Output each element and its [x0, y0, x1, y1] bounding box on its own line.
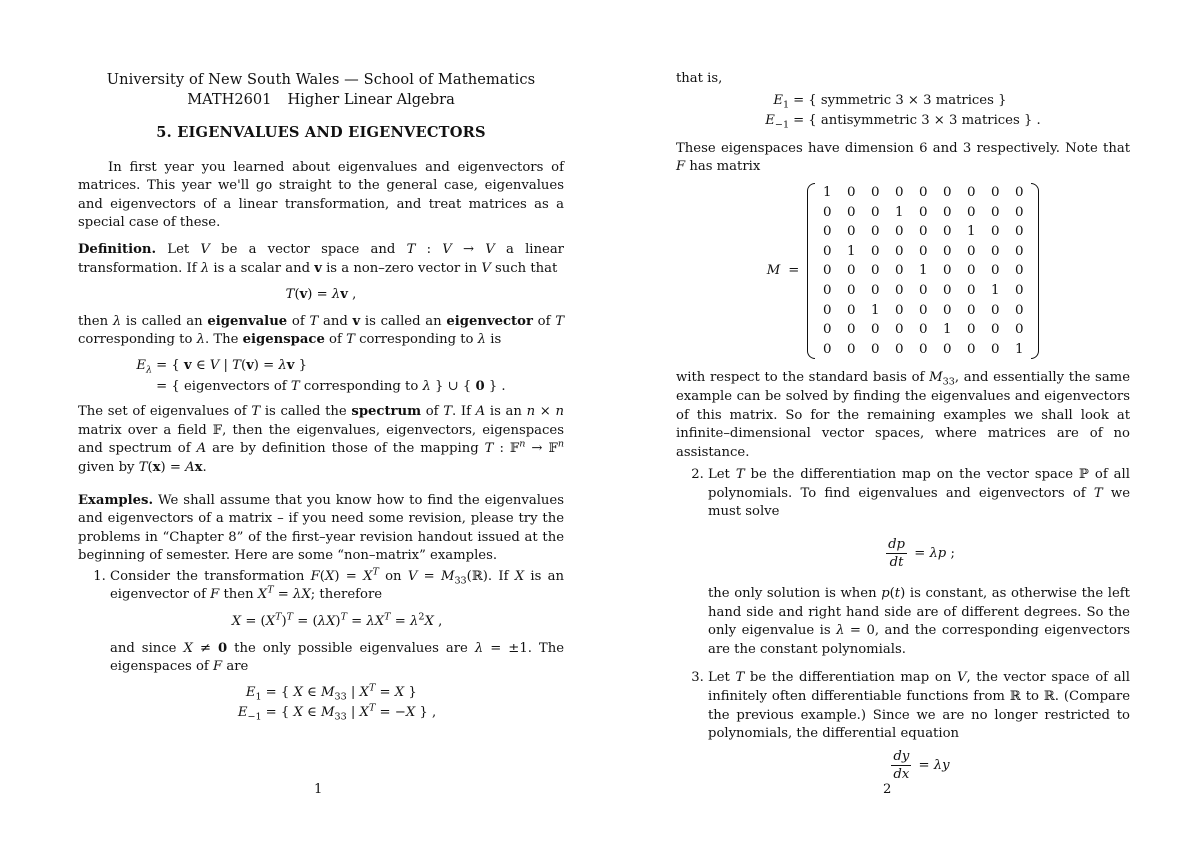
matrix-cell: 1 [847, 243, 856, 259]
eigenspace-equation: $E_\lambda$ = { v ∈ V | T(v) = λv } = { eigenvectors of T corresponding to λ } ∪ { 0 } . [136, 357, 506, 394]
polynomial-de: $\frac{dp}{dt}$ = λp ; [888, 537, 955, 571]
page-2-column [676, 70, 1130, 787]
eigen-terms-paragraph: then λ is called an eigenvalue of T and v is called an eigenvector of T corresponding to λ. The eigenspace of T corresponding to λ is [78, 313, 564, 348]
course-name: Higher Linear Algebra [287, 91, 455, 108]
matrix-cell: 0 [919, 204, 928, 220]
that-is-text: that is, [676, 71, 723, 86]
matrix-cell: 1 [823, 184, 832, 200]
course-code: MATH2601 [187, 91, 272, 108]
matrix-cell: 0 [943, 204, 952, 220]
dimension-paragraph: These eigenspaces have dimension 6 and 3 respectively. Note that F has matrix [676, 140, 1130, 175]
page-2 [600, 0, 1200, 848]
matrix-cell: 0 [823, 243, 832, 259]
matrix-cell: 0 [919, 184, 928, 200]
matrix-cell: 0 [1015, 302, 1024, 318]
matrix-cell: 0 [991, 322, 1000, 338]
matrix-cell: 1 [967, 224, 976, 240]
matrix-cell: 0 [847, 341, 856, 357]
matrix-label: M [766, 262, 781, 278]
matrix-cell: 0 [871, 224, 880, 240]
matrix-cell: 0 [967, 243, 976, 259]
matrix-cell: 0 [967, 184, 976, 200]
section-title: 5. EIGENVALUES AND EIGENVECTORS [156, 124, 486, 141]
matrix-cell: 0 [847, 184, 856, 200]
matrix-cell: 0 [823, 322, 832, 338]
matrix-cell: 0 [943, 184, 952, 200]
matrix-cell: 0 [1015, 224, 1024, 240]
eigenspaces-definition: $E_1$ = { X ∈ $M_{33}$ | $X^T = X$ } $E_{-1}$ = { X ∈ $M_{33}$ | $X^T = -X$ } , [237, 682, 437, 724]
matrix-cell: 0 [967, 204, 976, 220]
definition-label: Definition. [78, 241, 157, 257]
matrix-cell: 0 [943, 243, 952, 259]
matrix-cell: 0 [943, 224, 952, 240]
matrix-cell: 0 [871, 204, 880, 220]
examples-list-page1 [78, 568, 564, 724]
spectrum-paragraph: The set of eigenvalues of T is called the spectrum of T. If A is an n × n matrix over a field 𝔽, then the eigenvalues, eigenvectors, eigenspaces and spectrum of A are by definition those of the mapping T : 𝔽$^n$ → 𝔽$^n$ given by T(x) = Ax. [78, 404, 565, 475]
matrix-cell: 0 [895, 224, 904, 240]
matrix-cell: 0 [823, 302, 832, 318]
matrix-cell: 0 [847, 282, 856, 298]
matrix-cell: 0 [823, 341, 832, 357]
definition-paragraph: Definition. Let V be a vector space and T : V → V a linear transformation. If λ is a scalar and v is a non–zero vector in V such that [78, 241, 564, 276]
examples-label: Examples. [78, 492, 154, 508]
page-number-2: 2 [883, 782, 892, 797]
course-header [78, 90, 564, 110]
matrix-paragraph: with respect to the standard basis of $M_{33}$, and essentially the same example can be solved by finding the eigenvalues and eigenvectors of this matrix. So for the remaining examples we shall look at infinite–dimensional vector spaces, where matrices are of no assistance. [676, 370, 1130, 460]
example-item-3: 3. Let T be the differentiation map on V, the vector space of all infinitely often differentiable functions from ℝ to ℝ. (Compare the previous example.) Since we are no longer restricted to polynomials, the differential equation $\frac{dy}{dx}$ = λy [708, 669, 1130, 782]
matrix-cell: 0 [1015, 204, 1024, 220]
matrix-cell: 0 [823, 263, 832, 279]
matrix-cell: 0 [847, 302, 856, 318]
eigenvalue-term: eigenvalue [207, 313, 288, 329]
matrix-cell: 0 [895, 282, 904, 298]
matrix-cell: 0 [919, 224, 928, 240]
matrix-cell: 0 [895, 184, 904, 200]
matrix-cell: 0 [967, 341, 976, 357]
matrix-cell: 0 [823, 282, 832, 298]
matrix-cell: 0 [1015, 322, 1024, 338]
university-header: University of New South Wales — School of Mathematics [106, 71, 536, 88]
matrix-cell: 0 [991, 184, 1000, 200]
matrix-cell: 0 [871, 341, 880, 357]
em1-set: antisymmetric 3 × 3 matrices [820, 113, 1020, 129]
matrix-cell: 0 [967, 282, 976, 298]
function-de: $\frac{dy}{dx}$ = λy [893, 748, 950, 782]
matrix-cell: 0 [871, 282, 880, 298]
examples-list-page2 [676, 466, 1130, 783]
matrix-cell: 0 [919, 282, 928, 298]
matrix-cell: 0 [991, 302, 1000, 318]
matrix-cell: 0 [943, 263, 952, 279]
matrix-cell: 0 [871, 243, 880, 259]
examples-intro: We shall assume that you know how to find the eigenvalues and eigenvectors of a matrix – if you need some revision, please try the problems in “Chapter 8” of the first–year revision handout issued at the beginning of semester. Here are some “non–matrix” examples. [78, 492, 564, 564]
matrix-cell: 0 [895, 263, 904, 279]
matrix-grid [815, 183, 1031, 359]
matrix-cell: 0 [1015, 184, 1024, 200]
matrix-cell: 0 [823, 204, 832, 220]
matrix-cell: 1 [1015, 341, 1024, 357]
matrix-cell: 0 [991, 224, 1000, 240]
matrix-cell: 0 [895, 302, 904, 318]
matrix-cell: 0 [967, 263, 976, 279]
matrix-cell: 0 [847, 204, 856, 220]
matrix-cell: 1 [919, 263, 928, 279]
matrix-cell: 0 [1015, 243, 1024, 259]
matrix-cell: 0 [943, 302, 952, 318]
matrix-cell: 1 [991, 282, 1000, 298]
matrix-cell: 0 [919, 302, 928, 318]
matrix-cell: 0 [895, 322, 904, 338]
matrix-cell: 0 [1015, 263, 1024, 279]
matrix-cell: 0 [967, 322, 976, 338]
matrix-cell: 0 [991, 204, 1000, 220]
matrix-cell: 0 [1015, 282, 1024, 298]
eigenspaces-description: $E_1$ = { symmetric 3 × 3 matrices } $E_{-1}$ = { antisymmetric 3 × 3 matrices } . [765, 92, 1041, 131]
matrix-cell: 1 [895, 204, 904, 220]
matrix-cell: 0 [895, 243, 904, 259]
matrix-cell: 1 [871, 302, 880, 318]
matrix-cell: 0 [871, 322, 880, 338]
matrix-m [807, 183, 1039, 359]
matrix-cell: 0 [967, 302, 976, 318]
matrix-cell: 0 [895, 341, 904, 357]
page-1-column [78, 70, 564, 730]
matrix-cell: 1 [943, 322, 952, 338]
matrix-cell: 0 [871, 263, 880, 279]
matrix-cell: 0 [847, 322, 856, 338]
eigen-equation: T(v) = λv , [285, 287, 357, 303]
page-number-1: 1 [314, 782, 323, 797]
eigenspace-term: eigenspace [242, 332, 325, 348]
matrix-cell: 0 [823, 224, 832, 240]
example-item-1: 1. Consider the transformation $F(X) = X^T$ on $V = M_{33}(ℝ)$. If X is an eigenvector of F then $X^T = \lambda X$; therefore $X = (X^T)^T = (\lambda X)^T = \lambda X^T = \lambda^2X$ , and since X ≠ 0 the only possible eigenvalues are λ = ±1. The eigenspaces of F are $E_1$ = { X ∈ $M_{33}$ | $X^T = X$ } $E_{-1}$ = { X ∈ $M_{33}$ | $X^T = -X$ } , [110, 568, 564, 724]
matrix-cell: 0 [943, 341, 952, 357]
matrix-cell: 0 [943, 282, 952, 298]
matrix-left-bracket [807, 183, 815, 359]
transpose-equation: $X = (X^T)^T = (\lambda X)^T = \lambda X^T = \lambda^2X$ , [231, 611, 443, 630]
matrix-cell: 0 [847, 224, 856, 240]
matrix-cell: 0 [991, 341, 1000, 357]
matrix-m-display: M = 1 0 0 0 0 0 0 0 0 0 0 0 1 0 0 0 0 0 0 0 0 0 0 0 1 0 0 0 1 0 0 0 0 0 0 0 0 0 0 0 1 0 0 0 0 0 0 0 0 0 0 0 1 0 0 0 1 0 0 0 0 0 0 0 0 0 0 0 1 0 0 0 0 0 0 0 0 0 0 0 1 [676, 183, 1130, 359]
matrix-right-bracket [1031, 183, 1039, 359]
matrix-cell: 0 [871, 184, 880, 200]
examples-paragraph [78, 492, 564, 566]
eigenvector-term: eigenvector [446, 313, 533, 329]
matrix-cell: 0 [847, 263, 856, 279]
e1-set: symmetric 3 × 3 matrices [820, 92, 994, 108]
matrix-cell: 0 [919, 322, 928, 338]
matrix-cell: 0 [919, 341, 928, 357]
matrix-cell: 0 [991, 263, 1000, 279]
matrix-cell: 0 [919, 243, 928, 259]
spectrum-term: spectrum [351, 404, 422, 420]
matrix-cell: 0 [991, 243, 1000, 259]
example-item-2: 2. Let T be the differentiation map on the vector space ℙ of all polynomials. To find eigenvalues and eigenvectors of T we must solve $\frac{dp}{dt}$ = λp ; the only solution is when p(t) is constant, as otherwise the left hand side and right hand side are of different degrees. So the only eigenvalue is λ = 0, and the corresponding eigenvectors are the constant polynomials. [708, 466, 1130, 659]
intro-paragraph: In first year you learned about eigenvalues and eigenvectors of matrices. This year we'll go straight to the general case, eigenvalues and eigenvectors of a linear transformation, and treat matrices as a special case of these. [78, 159, 564, 231]
